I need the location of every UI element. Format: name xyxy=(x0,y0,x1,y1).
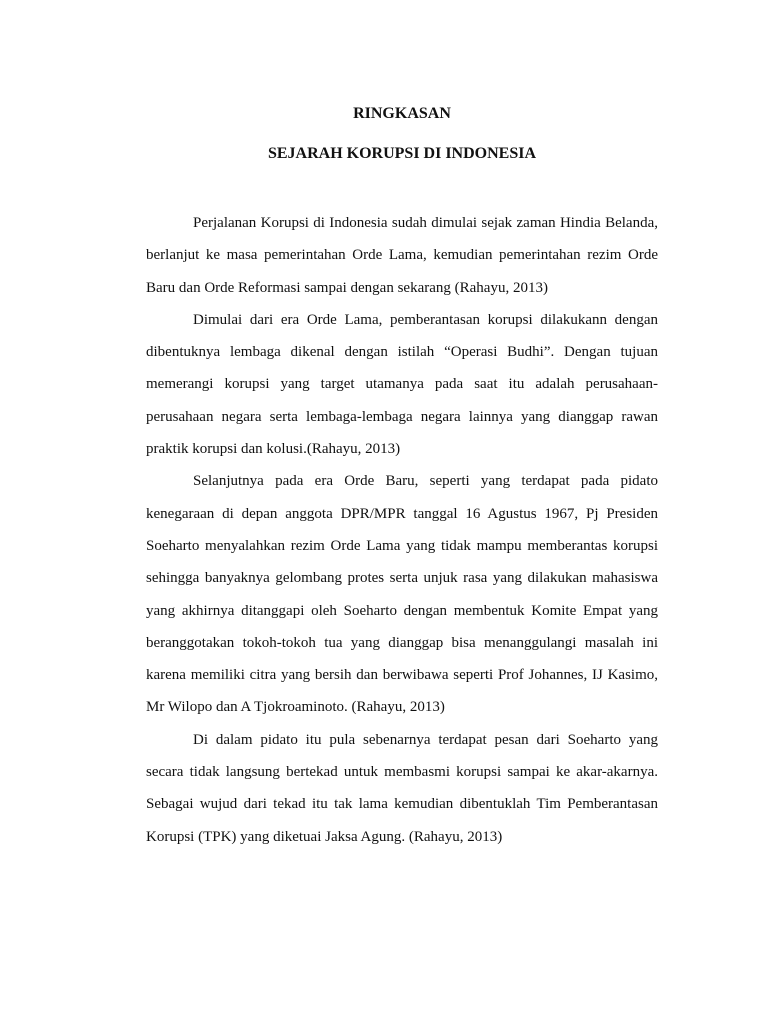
paragraph-2: Dimulai dari era Orde Lama, pemberantasan korupsi dilakukann dengan dibentuknya lembaga dikenal dengan istilah “Operasi Budhi”. Dengan tujuan memerangi korupsi yang target utamanya pada saat itu adalah perusahaan-perusahaan negara serta lembaga-lembaga negara lainnya yang dianggap rawan praktik korupsi dan kolusi.(Rahayu, 2013) xyxy=(146,311,658,458)
paragraph-3: Selanjutnya pada era Orde Baru, seperti yang terdapat pada pidato kenegaraan di depan anggota DPR/MPR tanggal 16 Agustus 1967, Pj Presiden Soeharto menyalahkan rezim Orde Lama yang tidak mampu memberantas korupsi sehingga banyaknya gelombang protes serta unjuk rasa yang dilakukan mahasiswa yang akhirnya ditanggapi oleh Soeharto dengan membentuk Komite Empat yang beranggotakan tokoh-tokoh tua yang dianggap bisa menanggulangi masalah ini karena memiliki citra yang bersih dan berwibawa seperti Prof Johannes, IJ Kasimo, Mr Wilopo dan A Tjokroaminoto. (Rahayu, 2013) xyxy=(146,473,658,716)
paragraph-1: Perjalanan Korupsi di Indonesia sudah dimulai sejak zaman Hindia Belanda, berlanjut ke masa pemerintahan Orde Lama, kemudian pemerintahan rezim Orde Baru dan Orde Reformasi sampai dengan sekarang (Rahayu, 2013) xyxy=(146,215,658,296)
paragraph-4: Di dalam pidato itu pula sebenarnya terdapat pesan dari Soeharto yang secara tidak langsung bertekad untuk membasmi korupsi sampai ke akar-akarnya. Sebagai wujud dari tekad itu tak lama kemudian dibentuklah Tim Pemberantasan Korupsi (TPK) yang diketuai Jaksa Agung. (Rahayu, 2013) xyxy=(146,731,658,845)
document-subtitle: SEJARAH KORUPSI DI INDONESIA xyxy=(267,145,537,162)
document-body xyxy=(146,207,658,853)
document-title: RINGKASAN xyxy=(353,105,451,122)
